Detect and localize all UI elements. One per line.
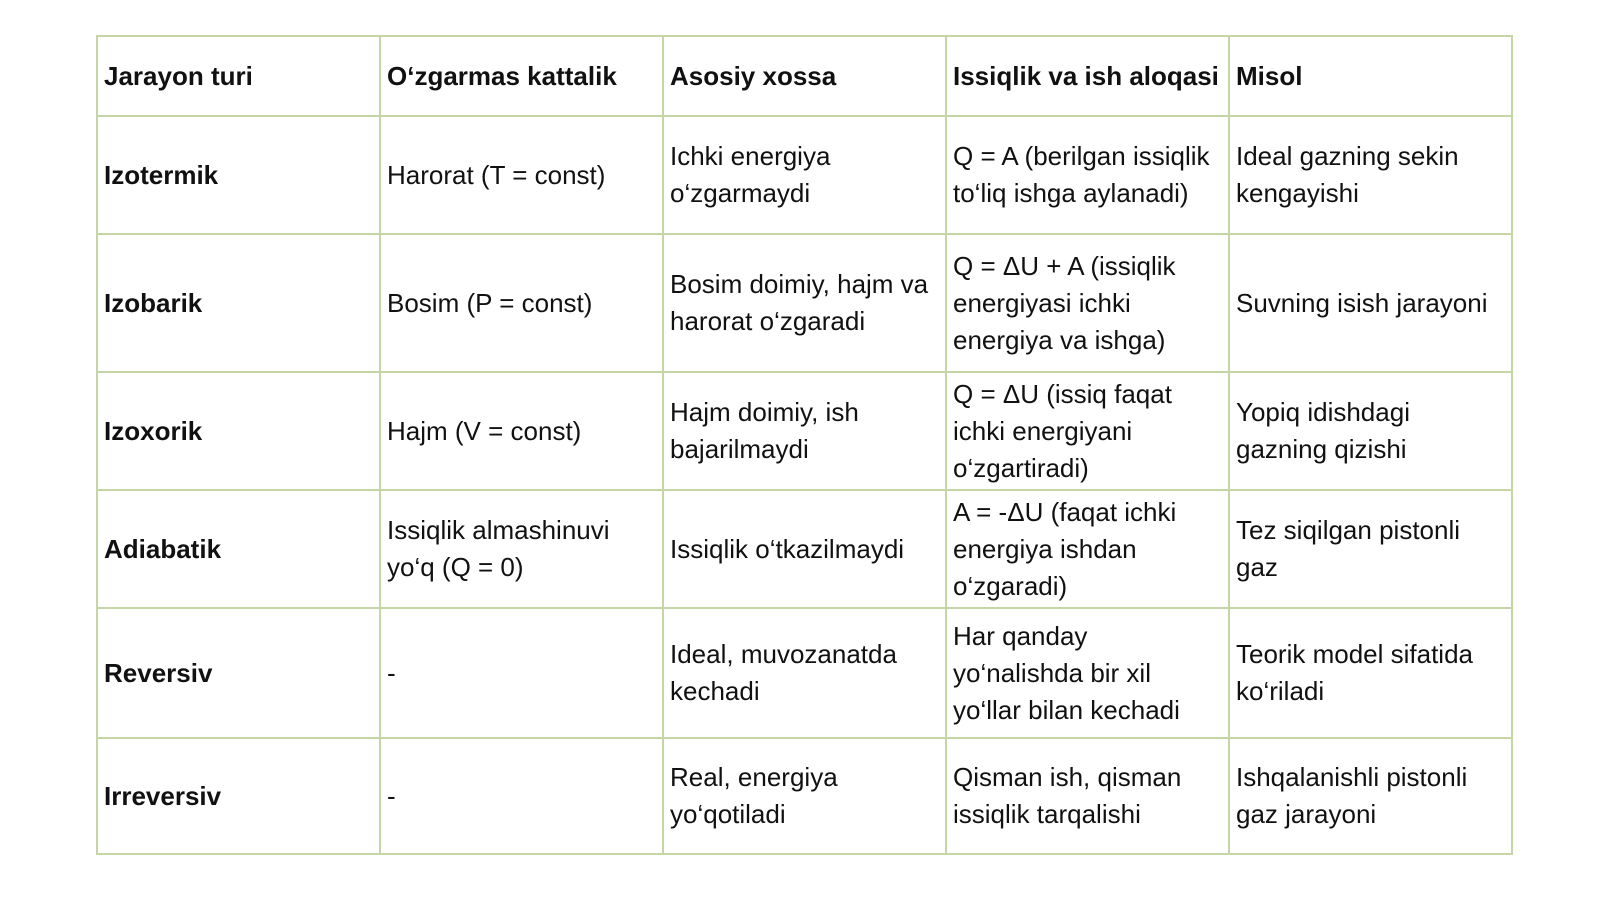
table-cell: Bosim doimiy, hajm va harorat o‘zgaradi	[663, 234, 946, 372]
header-example: Misol	[1229, 36, 1512, 116]
table-cell: A = -ΔU (faqat ichki energiya ishdan o‘zgaradi)	[946, 490, 1229, 608]
table-row	[97, 116, 1512, 234]
table-cell: Hajm doimiy, ish bajarilmaydi	[663, 372, 946, 490]
table-cell: Issiqlik o‘tkazilmaydi	[663, 490, 946, 608]
table-cell: Issiqlik almashinuvi yo‘q (Q = 0)	[380, 490, 663, 608]
table-row	[97, 490, 1512, 608]
table-cell: Bosim (P = const)	[380, 234, 663, 372]
process-table-container	[96, 35, 1511, 855]
table-cell: Ishqalanishli pistonli gaz jarayoni	[1229, 738, 1512, 854]
thermodynamic-processes-table	[96, 35, 1513, 855]
table-row	[97, 738, 1512, 854]
table-cell: -	[380, 608, 663, 738]
table-cell: Har qanday yo‘nalishda bir xil yo‘llar bilan kechadi	[946, 608, 1229, 738]
table-cell: Ichki energiya o‘zgarmaydi	[663, 116, 946, 234]
table-cell: Tez siqilgan pistonli gaz	[1229, 490, 1512, 608]
header-constant-quantity: O‘zgarmas kattalik	[380, 36, 663, 116]
table-cell: Teorik model sifatida ko‘riladi	[1229, 608, 1512, 738]
table-cell: Yopiq idishdagi gazning qizishi	[1229, 372, 1512, 490]
table-cell: Q = ΔU (issiq faqat ichki energiyani o‘zgartiradi)	[946, 372, 1229, 490]
row-process-name: Izoxorik	[97, 372, 380, 490]
table-cell: Qisman ish, qisman issiqlik tarqalishi	[946, 738, 1229, 854]
table-cell: Q = A (berilgan issiqlik to‘liq ishga aylanadi)	[946, 116, 1229, 234]
header-heat-work-relation: Issiqlik va ish aloqasi	[946, 36, 1229, 116]
table-cell: Suvning isish jarayoni	[1229, 234, 1512, 372]
row-process-name: Irreversiv	[97, 738, 380, 854]
table-cell: Q = ΔU + A (issiqlik energiyasi ichki energiya va ishga)	[946, 234, 1229, 372]
table-cell: Ideal, muvozanatda kechadi	[663, 608, 946, 738]
table-cell: Harorat (T = const)	[380, 116, 663, 234]
table-header-row	[97, 36, 1512, 116]
table-cell: Hajm (V = const)	[380, 372, 663, 490]
table-cell: Ideal gazning sekin kengayishi	[1229, 116, 1512, 234]
row-process-name: Izotermik	[97, 116, 380, 234]
row-process-name: Adiabatik	[97, 490, 380, 608]
table-cell: -	[380, 738, 663, 854]
table-row	[97, 608, 1512, 738]
header-main-property: Asosiy xossa	[663, 36, 946, 116]
row-process-name: Reversiv	[97, 608, 380, 738]
header-process-type: Jarayon turi	[97, 36, 380, 116]
table-row	[97, 372, 1512, 490]
row-process-name: Izobarik	[97, 234, 380, 372]
table-row	[97, 234, 1512, 372]
table-cell: Real, energiya yo‘qotiladi	[663, 738, 946, 854]
